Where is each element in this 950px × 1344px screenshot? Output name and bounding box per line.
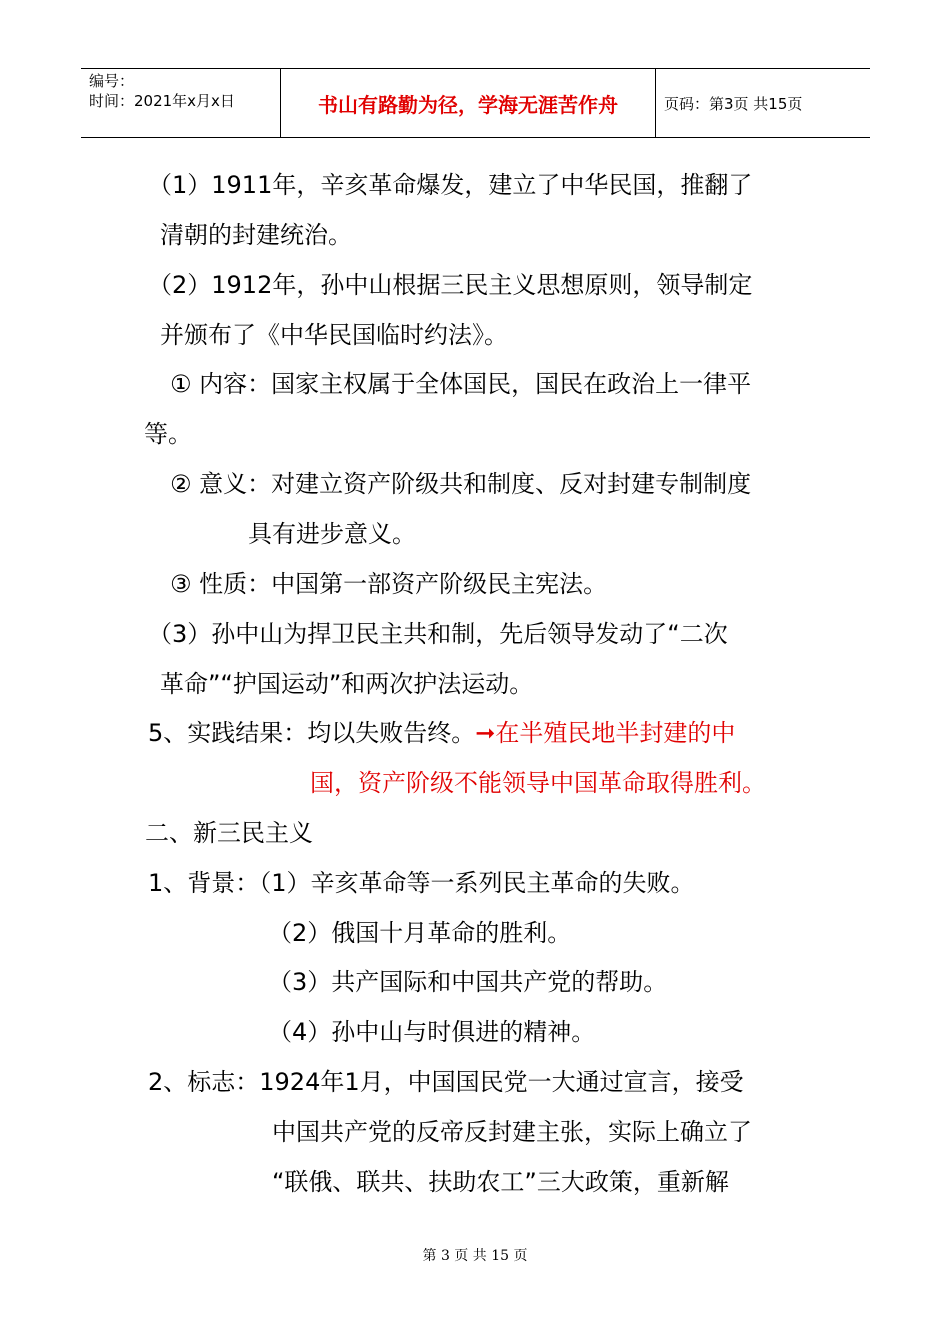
paragraph-2-line-2: 并颁布了《中华民国临时约法》。 bbox=[160, 321, 508, 349]
page-footer: 第 3 页 共 15 页 bbox=[422, 1248, 528, 1264]
result-text: 5、实践结果：均以失败告终。 bbox=[148, 719, 476, 747]
document-date-label: 时间：2021年x月x日 bbox=[89, 92, 235, 110]
header-motto: 书山有路勤为径，学海无涯苦作舟 bbox=[281, 69, 656, 137]
marker-line-3: “联俄、联共、扶助农工”三大政策，重新解 bbox=[272, 1168, 729, 1196]
background-line-2: （2）俄国十月革命的胜利。 bbox=[268, 919, 572, 947]
marker-line-1: 2、标志：1924年1月，中国国民党一大通过宣言，接受 bbox=[148, 1068, 744, 1096]
nature-item-line-1: ③ 性质：中国第一部资产阶级民主宪法。 bbox=[170, 570, 608, 598]
paragraph-3-line-1: （3）孙中山为捍卫民主共和制，先后领导发动了“二次 bbox=[148, 620, 728, 648]
marker-line-2: 中国共产党的反帝反封建主张，实际上确立了 bbox=[272, 1118, 752, 1146]
significance-item-line-2: 具有进步意义。 bbox=[248, 520, 416, 548]
paragraph-1-line-2: 清朝的封建统治。 bbox=[160, 221, 352, 249]
result-line-1 bbox=[148, 718, 735, 748]
section-2-heading: 二、新三民主义 bbox=[145, 819, 313, 847]
document-number-label: 编号： bbox=[89, 72, 135, 90]
header-meta bbox=[81, 69, 281, 137]
significance-item-line-1: ② 意义：对建立资产阶级共和制度、反对封建专制制度 bbox=[170, 470, 752, 498]
header-page-info: 页码：第3页 共15页 bbox=[664, 94, 803, 113]
background-line-4: （4）孙中山与时俱进的精神。 bbox=[268, 1018, 596, 1046]
content-item-line-1: ① 内容：国家主权属于全体国民，国民在政治上一律平 bbox=[170, 370, 752, 398]
paragraph-2-line-1: （2）1912年，孙中山根据三民主义思想原则，领导制定 bbox=[148, 271, 753, 299]
paragraph-3-line-2: 革命”“护国运动”和两次护法运动。 bbox=[160, 670, 534, 698]
background-line-1: 1、背景：（1）辛亥革命等一系列民主革命的失败。 bbox=[148, 869, 695, 897]
page-header bbox=[81, 68, 870, 138]
background-line-3: （3）共产国际和中国共产党的帮助。 bbox=[268, 968, 668, 996]
content-item-line-2: 等。 bbox=[144, 420, 192, 448]
paragraph-1-line-1: （1）1911年，辛亥革命爆发，建立了中华民国，推翻了 bbox=[148, 171, 753, 199]
result-line-2-red: 国，资产阶级不能领导中国革命取得胜利。 bbox=[310, 769, 766, 797]
result-conclusion-red: ➞在半殖民地半封建的中 bbox=[475, 719, 736, 747]
